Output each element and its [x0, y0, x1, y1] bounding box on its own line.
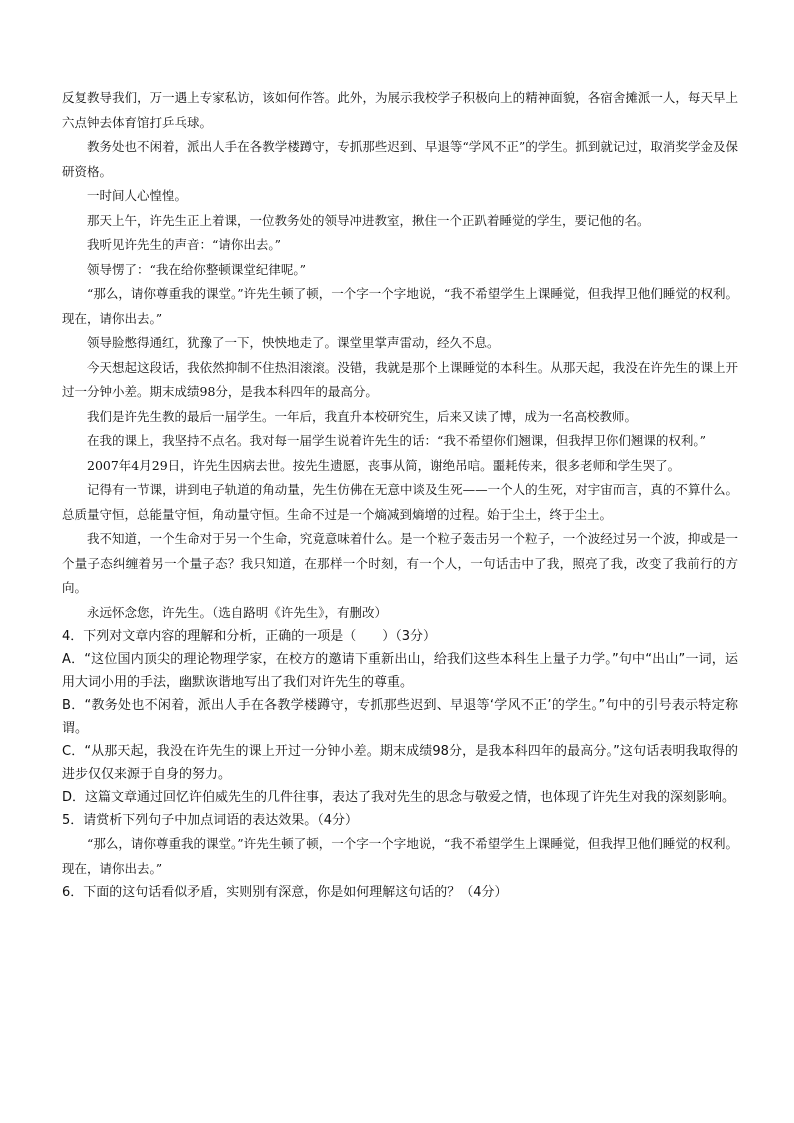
question-6-stem: 6．下面的这句话看似矛盾，实则别有深意，你是如何理解这句话的？（4分）	[62, 885, 508, 900]
passage-paragraph-7: “那么，请你尊重我的课堂。”许先生顿了顿，一个字一个字地说，“我不希望学生上课睡觉，但我捍卫他们睡觉的权利。现在，请你出去。”	[62, 286, 738, 326]
passage-paragraph-9: 今天想起这段话，我依然抑制不住热泪滚滚。没错，我就是那个上课睡觉的本科生。从那天起，我没在许先生的课上开过一分钟小差。期末成绩98分，是我本科四年的最高分。	[62, 359, 738, 399]
passage-paragraph-15: 永远怀念您，许先生。（选自路明《许先生》，有删改）	[87, 604, 388, 620]
passage-paragraph-8: 领导脸憋得通红，犹豫了一下，怏怏地走了。课堂里掌声雷动，经久不息。	[87, 335, 500, 350]
passage-paragraph-3: 一时间人心惶惶。	[87, 188, 188, 203]
question-4-option-a: A．“这位国内顶尖的理论物理学家，在校方的邀请下重新出山，给我们这些本科生上量子力学。”句中“出山”一词，运用大词小用的手法，幽默诙谐地写出了我们对许先生的尊重。	[62, 652, 738, 690]
question-4-option-b: B．“教务处也不闲着，派出人手在各教学楼蹲守，专抓那些迟到、早退等‘学风不正’的学生。”句中的引号表示特定称谓。	[62, 698, 738, 736]
question-5-stem: 5．请赏析下列句子中加点词语的表达效果。（4分）	[62, 813, 359, 828]
question-4-option-d: D．这篇文章通过回忆许伯威先生的几件往事，表达了我对先生的思念与敬爱之情，也体现了许先生对我的深刻影响。	[62, 790, 736, 805]
passage-paragraph-14: 我不知道，一个生命对于另一个生命，究竟意味着什么。是一个粒子轰击另一个粒子，一个波经过另一个波，抑或是一个量子态纠缠着另一个量子态？我只知道，在那样一个时刻，有一个人，一句话击中了我，照亮了我，改变了我前行的方向。	[62, 531, 738, 595]
question-5-quote: “那么，请你尊重我的课堂。”许先生顿了顿，一个字一个字地说，“我不希望学生上课睡觉，但我捍卫他们睡觉的权利。现在，请你出去。”	[62, 836, 738, 876]
passage-paragraph-13: 记得有一节课，讲到电子轨道的角动量，先生仿佛在无意中谈及生死——一个人的生死，对宇宙而言，真的不算什么。总质量守恒，总能量守恒，角动量守恒。生命不过是一个熵减到熵增的过程。始于尘土，终于尘土。	[62, 482, 738, 522]
passage-paragraph-5: 我听见许先生的声音：“请你出去。”	[87, 237, 282, 252]
passage-paragraph-10: 我们是许先生教的最后一届学生。一年后，我直升本校研究生，后来又读了博，成为一名高校教师。	[87, 408, 638, 424]
document-page	[62, 86, 738, 904]
passage-paragraph-4: 那天上午，许先生正上着课，一位教务处的领导冲进教室，揪住一个正趴着睡觉的学生，要记他的名。	[87, 212, 650, 228]
question-4-option-c: C．“从那天起，我没在许先生的课上开过一分钟小差。期末成绩98分，是我本科四年的最高分。”这句话表明我取得的进步仅仅来源于自身的努力。	[62, 744, 738, 782]
passage-paragraph-6: 领导愣了：“我在给你整顿课堂纪律呢。”	[87, 261, 307, 277]
question-4-stem: 4．下列对文章内容的理解和分析，正确的一项是（ ）（3分）	[62, 629, 437, 644]
passage-paragraph-1: 反复教导我们，万一遇上专家私访，该如何作答。此外，为展示我校学子积极向上的精神面貌，各宿舍摊派一人，每天早上六点钟去体育馆打乒乓球。	[62, 90, 738, 130]
passage-paragraph-11: 在我的课上，我坚持不点名。我对每一届学生说着许先生的话：“我不希望你们翘课，但我捍卫你们翘课的权利。”	[87, 433, 707, 448]
passage-paragraph-12: 2007年4月29日，许先生因病去世。按先生遗愿，丧事从简，谢绝吊唁。噩耗传来，很多老师和学生哭了。	[87, 457, 681, 473]
passage-paragraph-2: 教务处也不闲着，派出人手在各教学楼蹲守，专抓那些迟到、早退等“学风不正”的学生。抓到就记过，取消奖学金及保研资格。	[62, 139, 738, 179]
